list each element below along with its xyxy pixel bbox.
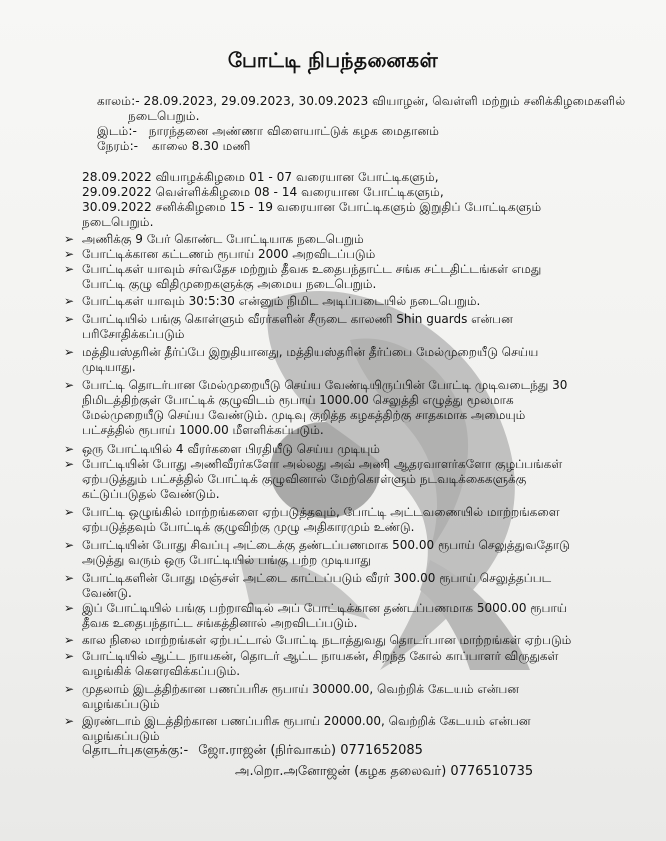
list-item: போட்டியின் போது அணிவீரர்களோ அல்லது அவ் அணி ஆதரவாளர்களோ குழப்பங்கள் ஏற்படுத்தும் பட்சத்தில் போட்டிக் குழுவினால் மேற்கொள்ளும் நடவடிக்கைகளுக்கு கட்டுப்படுதல் வேண்டும். xyxy=(82,457,563,501)
arrow-bullet-icon: ➢ xyxy=(64,601,75,615)
list-item: மத்தியஸ்தரின் தீர்ப்பே இறுதியானது, மத்தியஸ்தரின் தீர்ப்பை மேல்முறையீடு செய்ய முடியாது. xyxy=(82,345,539,374)
list-item: ஒரு போட்டியில் 4 வீரர்களை பிரதியீடு செய்ய முடியும் xyxy=(82,442,380,456)
schedule-row-2: 29.09.2022 வெள்ளிக்கிழமை 08 - 14 வரையான போட்டிகளும், xyxy=(82,185,444,199)
time-label: நேரம்:- xyxy=(97,139,139,153)
arrow-bullet-icon: ➢ xyxy=(64,682,75,696)
arrow-bullet-icon: ➢ xyxy=(64,262,75,276)
list-item: போட்டி ஒழுங்கில் மாற்றங்களை ஏற்படுத்தவும், போட்டி அட்டவணையில் மாற்றங்களை ஏற்படுத்தவும் போட்டிக் குழுவிற்கு முழு அதிகாரமும் உண்டு. xyxy=(82,505,560,534)
list-item: போட்டிக்கான கட்டணம் ரூபாய் 2000 அறவிடப்படும் xyxy=(82,247,376,261)
arrow-bullet-icon: ➢ xyxy=(64,633,75,647)
arrow-bullet-icon: ➢ xyxy=(64,345,75,359)
contact-row-1 xyxy=(82,743,423,759)
list-item: போட்டிகள் யாவும் சர்வதேச மற்றும் தீவக உதைபந்தாட்ட சங்க சட்டதிட்டங்கள் எமது போட்டி குழு விதிமுறைகளுக்கு அமைய நடைபெறும். xyxy=(82,262,542,291)
arrow-bullet-icon: ➢ xyxy=(64,571,75,585)
contact-1: ஜோ.ராஜன் (நிர்வாகம்) 0771652085 xyxy=(198,743,423,758)
schedule-row-4: நடைபெறும். xyxy=(82,215,154,229)
arrow-bullet-icon: ➢ xyxy=(64,505,75,519)
date-label: காலம்:- xyxy=(97,94,140,108)
arrow-bullet-icon: ➢ xyxy=(64,457,75,471)
venue-row xyxy=(97,124,439,139)
arrow-bullet-icon: ➢ xyxy=(64,378,75,392)
schedule-row-3: 30.09.2022 சனிக்கிழமை 15 - 19 வரையான போட்டிகளும் இறுதிப் போட்டிகளும் xyxy=(82,200,542,214)
arrow-bullet-icon: ➢ xyxy=(64,247,75,261)
schedule-row-1: 28.09.2022 வியாழக்கிழமை 01 - 07 வரையான போட்டிகளும், xyxy=(82,170,439,184)
arrow-bullet-icon: ➢ xyxy=(64,442,75,456)
arrow-bullet-icon: ➢ xyxy=(64,312,75,326)
list-item: இரண்டாம் இடத்திற்கான பணப்பரிசு ரூபாய் 20000.00, வெற்றிக் கேடயம் என்பன வழங்கப்படும் xyxy=(82,714,531,743)
list-item: கால நிலை மாற்றங்கள் ஏற்பட்டால் போட்டி நடாத்துவது தொடர்பான மாற்றங்கள் ஏற்படும் xyxy=(82,633,572,647)
date-continuation: நடைபெறும். xyxy=(128,109,200,123)
date-row xyxy=(97,94,625,109)
list-item: முதலாம் இடத்திற்கான பணப்பரிசு ரூபாய் 30000.00, வெற்றிக் கேடயம் என்பன வழங்கப்படும் xyxy=(82,682,519,711)
arrow-bullet-icon: ➢ xyxy=(64,294,75,308)
list-item: போட்டி தொடர்பான மேல்முறையீடு செய்ய வேண்டியிருப்பின் போட்டி முடிவடைந்து 30 நிமிடத்திற்குள் போட்டிக் குழுவிடம் ரூபாய் 1000.00 செலுத்தி எழுத்து மூலமாக மேல்முறையீடு செய்ய வேண்டும். முடிவு குறித்த கழகத்திற்கு சாதகமாக அமையும் பட்சத்தில் ரூபாய் 1000.00 மீளளிக்கப்படும். xyxy=(82,378,568,437)
venue-label: இடம்:- xyxy=(97,124,137,138)
arrow-bullet-icon: ➢ xyxy=(64,232,75,246)
contact-2: அ.றொ.அனோஜன் (கழக தலைவர்) 0776510735 xyxy=(235,764,534,779)
arrow-bullet-icon: ➢ xyxy=(64,538,75,552)
list-item: போட்டியில் ஆட்ட நாயகன், தொடர் ஆட்ட நாயகன், சிறந்த கோல் காப்பாளர் விருதுகள் வழங்கிக் கௌரவிக்கப்படும். xyxy=(82,649,559,678)
arrow-bullet-icon: ➢ xyxy=(64,649,75,663)
list-item: போட்டிகள் யாவும் 30:5:30 என்னும் நிமிட அடிப்படையில் நடைபெறும். xyxy=(82,294,481,308)
list-item: போட்டியின் போது சிவப்பு அட்டைக்கு தண்டப்பணமாக 500.00 ரூபாய் செலுத்துவதோடு அடுத்து வரும் ஒரு போட்டியில் பங்கு பற்ற முடியாது xyxy=(82,538,570,567)
date-value: 28.09.2023, 29.09.2023, 30.09.2023 வியாழன், வெள்ளி மற்றும் சனிக்கிழமைகளில் xyxy=(143,94,626,108)
contact-label: தொடர்புகளுக்கு:- xyxy=(82,743,189,758)
list-item: அணிக்கு 9 பேர் கொண்ட போட்டியாக நடைபெறும் xyxy=(82,232,364,246)
page-title: போட்டி நிபந்தனைகள் xyxy=(227,48,439,72)
list-item: போட்டியில் பங்கு கொள்ளும் வீரர்களின் சீருடை காலணி Shin guards என்பன பரிசோதிக்கப்படும் xyxy=(82,312,513,341)
venue-value: நாரந்தனை அண்ணா விளையாட்டுக் கழக மைதானம் xyxy=(148,124,440,138)
list-item: இப் போட்டியில் பங்கு பற்றாவிடில் அப் போட்டிக்கான தண்டப்பணமாக 5000.00 ரூபாய் தீவக உதைபந்தாட்ட சங்கத்தினால் அறவிடப்படும். xyxy=(82,601,568,630)
time-value: காலை 8.30 மணி xyxy=(151,139,251,153)
list-item: போட்டிகளின் போது மஞ்சள் அட்டை காட்டப்படும் வீரர் 300.00 ரூபாய் செலுத்தப்பட வேண்டு. xyxy=(82,571,552,600)
time-row xyxy=(97,139,251,154)
arrow-bullet-icon: ➢ xyxy=(64,714,75,728)
